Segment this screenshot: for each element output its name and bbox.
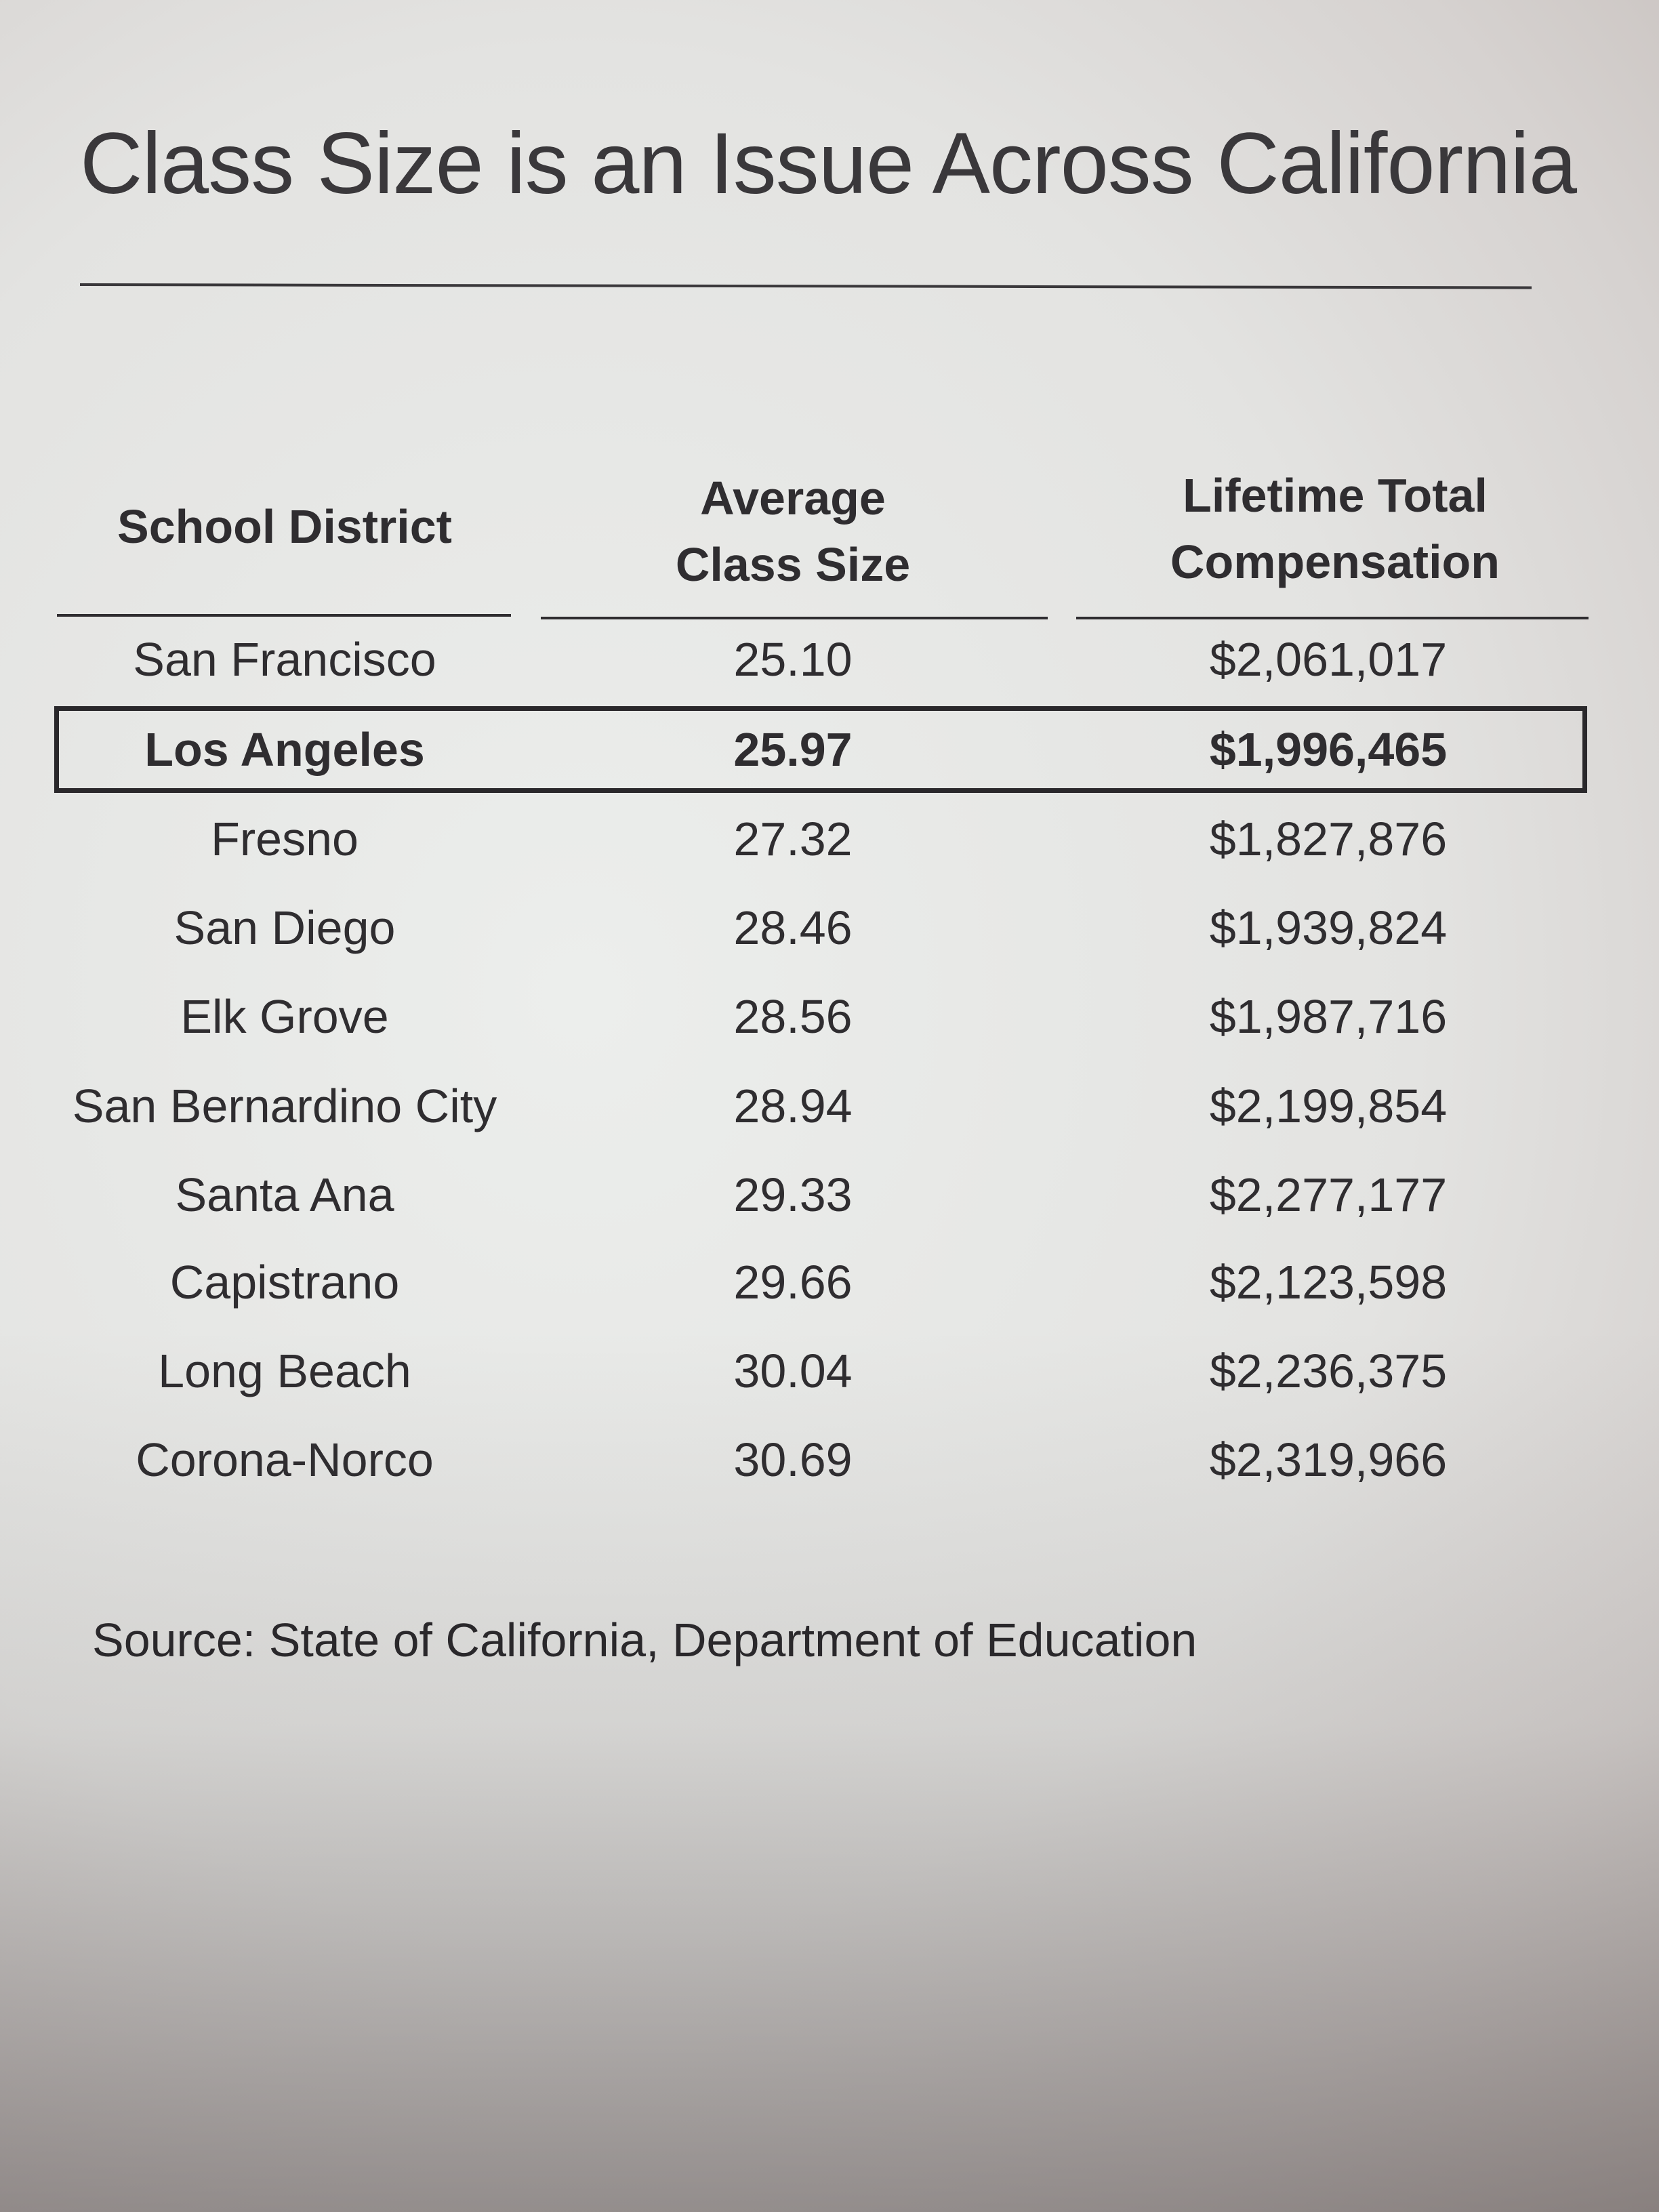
cell-compensation: $1,827,876 bbox=[1209, 813, 1448, 865]
table-row bbox=[0, 887, 1659, 968]
cell-compensation: $1,987,716 bbox=[1209, 990, 1448, 1043]
cell-district: Santa Ana bbox=[175, 1168, 394, 1221]
table-row bbox=[0, 798, 1659, 880]
cell-class-size: 28.56 bbox=[733, 990, 853, 1043]
cell-district: Long Beach bbox=[158, 1345, 411, 1397]
table-row bbox=[0, 976, 1659, 1057]
source-note: Source: State of California, Department of Education bbox=[92, 1614, 1197, 1666]
cell-compensation: $2,236,375 bbox=[1209, 1345, 1448, 1397]
table-row bbox=[0, 1242, 1659, 1323]
cell-compensation: $1,939,824 bbox=[1209, 901, 1448, 954]
cell-class-size: 28.94 bbox=[733, 1080, 853, 1132]
cell-district: San Francisco bbox=[133, 633, 436, 686]
cell-class-size: 29.66 bbox=[733, 1256, 853, 1309]
page-title: Class Size is an Issue Across California bbox=[80, 115, 1576, 212]
cell-compensation: $2,277,177 bbox=[1209, 1168, 1448, 1221]
table-row bbox=[0, 1330, 1659, 1412]
table-row bbox=[0, 1065, 1659, 1147]
cell-district: Elk Grove bbox=[180, 990, 389, 1043]
cell-district: Los Angeles bbox=[144, 723, 425, 776]
cell-district: San Diego bbox=[173, 901, 396, 954]
cell-class-size: 25.97 bbox=[733, 723, 853, 776]
cell-compensation: $2,061,017 bbox=[1209, 633, 1448, 686]
cell-class-size: 25.10 bbox=[733, 633, 853, 686]
table-row bbox=[0, 1154, 1659, 1235]
cell-class-size: 30.04 bbox=[733, 1345, 853, 1397]
header-average-class-size-line-2: Class Size bbox=[675, 538, 911, 591]
header-school-district-line-1: School District bbox=[117, 500, 452, 553]
cell-district: Corona-Norco bbox=[136, 1433, 434, 1486]
header-lifetime-compensation-line-1: Lifetime Total bbox=[1183, 469, 1488, 522]
cell-class-size: 29.33 bbox=[733, 1168, 853, 1221]
cell-district: Capistrano bbox=[169, 1256, 400, 1309]
header-average-class-size-line-1: Average bbox=[700, 472, 886, 525]
cell-compensation: $2,319,966 bbox=[1209, 1433, 1448, 1486]
cell-district: San Bernardino City bbox=[72, 1080, 497, 1132]
cell-class-size: 27.32 bbox=[733, 813, 853, 865]
header-lifetime-compensation-line-2: Compensation bbox=[1170, 535, 1500, 588]
cell-compensation: $2,123,598 bbox=[1209, 1256, 1448, 1309]
table-row bbox=[0, 619, 1659, 700]
cell-district: Fresno bbox=[211, 813, 359, 865]
cell-class-size: 30.69 bbox=[733, 1433, 853, 1486]
table-row bbox=[0, 1419, 1659, 1500]
cell-compensation: $2,199,854 bbox=[1209, 1080, 1448, 1132]
cell-compensation: $1,996,465 bbox=[1209, 723, 1448, 776]
cell-class-size: 28.46 bbox=[733, 901, 853, 954]
highlight-box bbox=[54, 706, 1587, 793]
